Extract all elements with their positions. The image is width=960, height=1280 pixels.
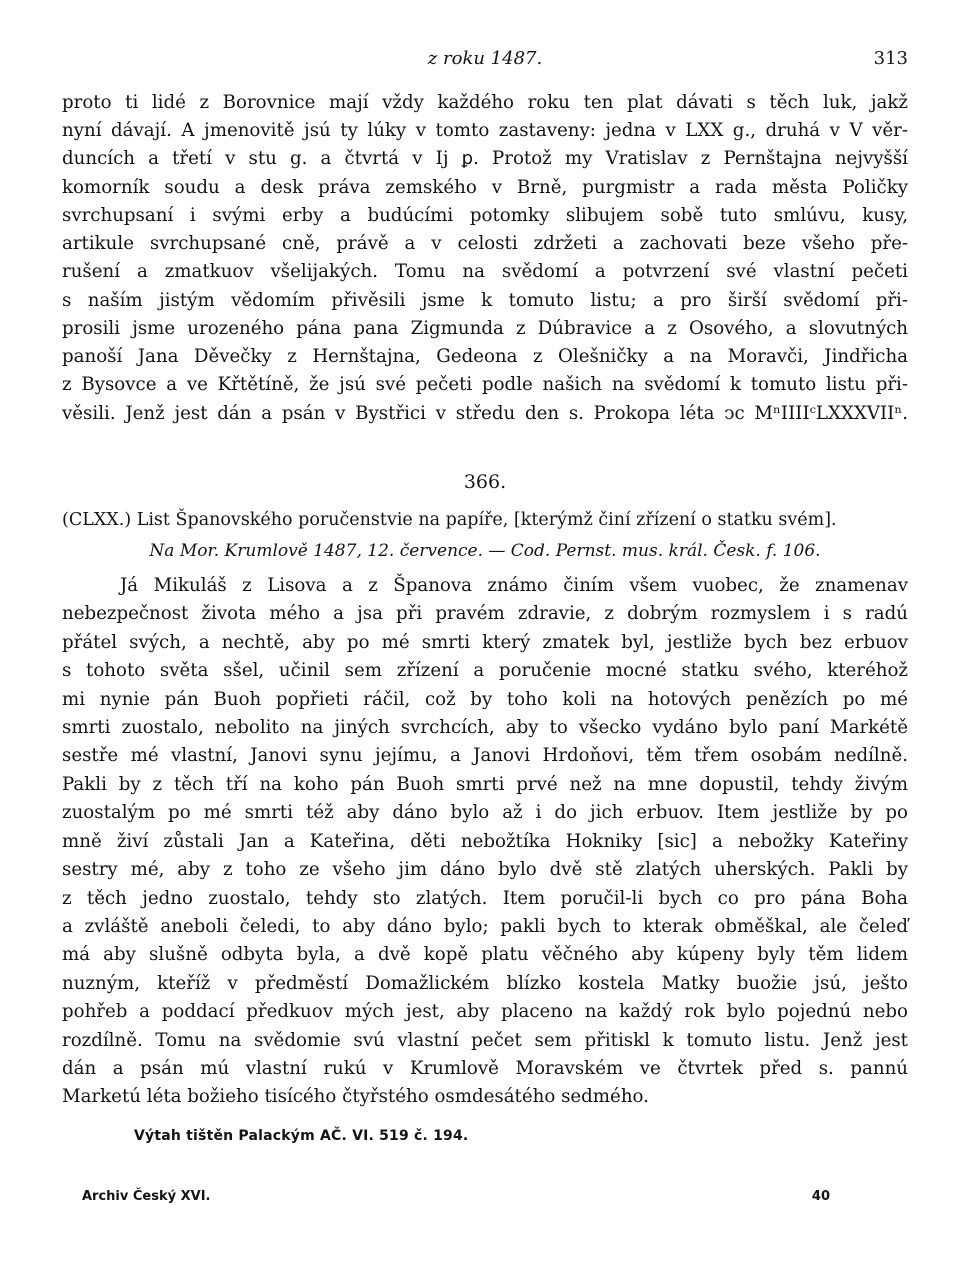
text-line: rušení a zmatkuov všelijakých. Tomu na svědomí a potvrzení své vlastní pečeti [62,261,908,282]
text-line: zuostalým po mé smrti též aby dáno bylo až i do jich erbuov. Item jestliže by po [62,802,908,823]
document-page [62,0,908,1280]
text-line: artikule svrchupsané cně, právě a v celosti zdržeti a zachovati beze všeho pře- [62,233,908,254]
document-title: (CLXX.) List Španovského poručenstvie na papíře, [kterýmž činí zřízení o statku svém]. [62,510,837,530]
page-header [62,44,908,74]
text-line: nyní dávají. A jmenovitě jsú ty lúky v tomto zastaveny: jedna v LXX g., druhá v V věr- [62,120,908,141]
text-line: pohřeb a poddací předkuov mých jest, aby placeno na každý rok bylo pojednú nebo [62,1001,908,1022]
text-line: prosili jsme urozeného pána pana Zigmunda z Dúbravice a z Osového, a slovutných [62,318,908,339]
text-line: z těch jedno zuostalo, tehdy sto zlatých. Item poručil-li bych co pro pána Boha [62,888,908,909]
text-line: Já Mikuláš z Lisova a z Španova známo činím všem vuobec, že znamenav [120,575,908,596]
editorial-note: Výtah tištěn Palackým AČ. VI. 519 č. 194. [134,1128,469,1144]
text-line: Pakli by z těch tří na koho pán Buoh smrti prvé než na mne dopustil, tehdy živým [62,774,908,795]
document-source: Na Mor. Krumlově 1487, 12. července. — Cod. Pernst. mus. král. Česk. f. 106. [149,541,821,561]
text-line: smrti zuostalo, nebolito na jiných svrchcích, aby to všecko vydáno bylo paní Markétě [62,717,908,738]
text-line: a zvláště aneboli čeledi, to aby dáno bylo; pakli bych to kterak obměškal, ale čeleď [62,916,908,937]
page-footer [62,1189,908,1213]
text-line: komorník soudu a desk práva zemského v Brně, purgmistr a rada města Poličky [62,177,908,198]
text-line: rozdílně. Tomu na svědomie svú vlastní pečet sem přitiskl k tomuto listu. Jenž jest [62,1030,908,1051]
text-line: Marketú léta božieho tisícého čtyřstého osmdesátého sedmého. [62,1086,649,1107]
text-line: nebezpečnost života mého a jsa při pravém zdravie, z dobrým rozmyslem i s radú [62,603,908,624]
text-line: věsili. Jenž jest dán a psán v Bystřici v středu den s. Prokopa léta ↄc MⁿIIIIᶜLXXXVIIⁿ. [62,403,908,424]
text-line: mi nynie pán Buoh popřieti ráčil, což by toho koli na hotových penězích po mé [62,689,908,710]
running-title: z roku 1487. [427,48,543,69]
text-line: s tohoto světa sšel, učinil sem zřízení a poručenie mocné statku svého, kteréhož [62,660,908,681]
text-line: z Bysovce a ve Křtětíně, že jsú své pečeti podle našich na svědomí k tomuto listu při- [62,374,908,395]
text-line: má aby slušně odbyta byla, a dvě kopě platu věčného aby kúpeny byly těm lidem [62,944,908,965]
text-line: přátel svých, a nechtě, aby po mé smrti který zmatek byl, jestliže bych bez erbuov [62,632,908,653]
document-number: 366. [463,471,507,493]
text-line: mně živí zůstali Jan a Kateřina, děti nebožtíka Hokniky [sic] a nebožky Kateřiny [62,831,908,852]
text-line: nuzným, kteříž v předměstí Domažlickém blízko kostela Matky buožie jsú, ješto [62,973,908,994]
text-line: sestře mé vlastní, Janovi synu jejímu, a Janovi Hrdoňovi, těm třem osobám nedílně. [62,745,908,766]
text-line: svrchupsaní i svými erby a budúcími potomky slibujem sobě tuto smlúvu, kusy, [62,205,908,226]
printer-signature: Archiv Český XVI. [82,1189,211,1204]
text-line: panoší Jana Děvečky z Hernštajna, Gedeona z Olešničky a na Moravči, Jindřicha [62,346,908,367]
text-line: s naším jistým vědomím přivěsili jsme k tomuto listu; a pro širší svědomí při- [62,290,908,311]
text-line: duncích a třetí v stu g. a čtvrtá v Ij ꝑ. Protož my Vratislav z Pernštajna nejvyšší [62,148,908,169]
sheet-number: 40 [811,1189,830,1204]
page-number: 313 [873,48,908,69]
text-line: proto ti lidé z Borovnice mají vždy každého roku ten plat dávati s těch luk, jakž [62,92,908,113]
text-line: sestry mé, aby z toho ze všeho jim dáno bylo dvě stě zlatých uherských. Pakli by [62,859,908,880]
text-line: dán a psán mú vlastní rukú v Krumlově Moravském ve čtvrtek před s. pannú [62,1058,908,1079]
